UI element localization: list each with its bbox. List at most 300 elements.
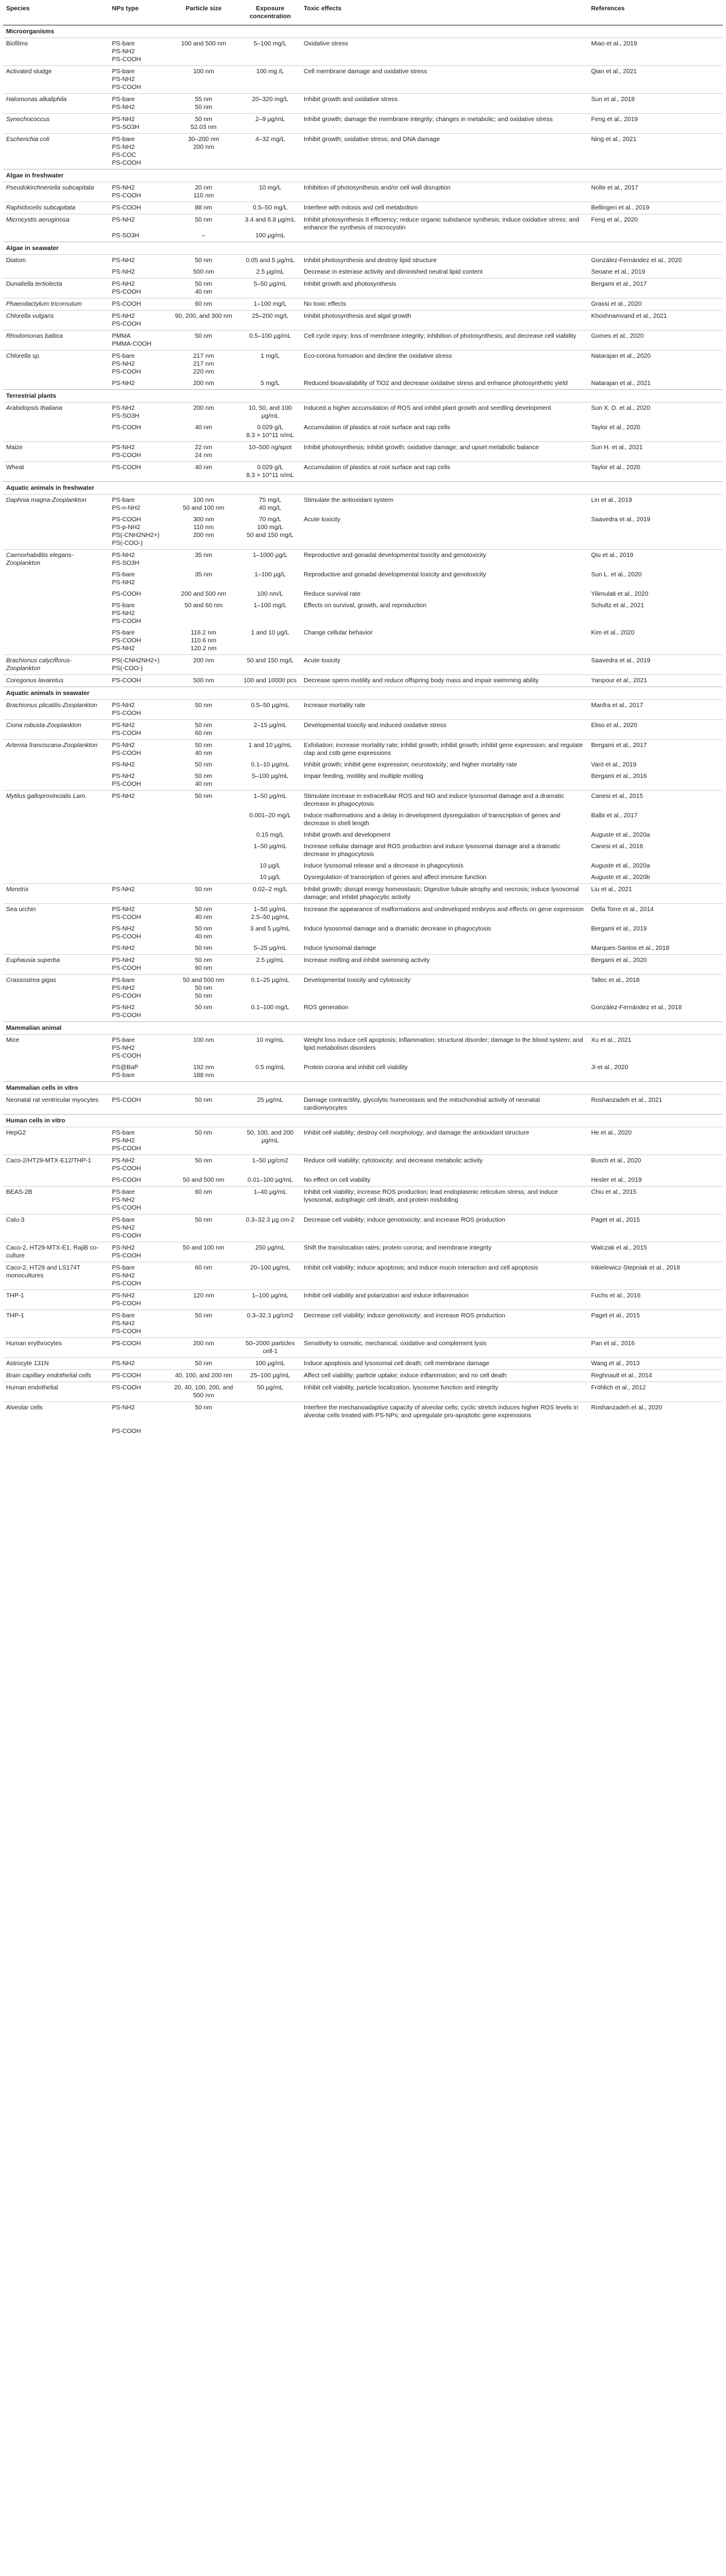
- species-cell: Astrocyte 131N: [3, 1358, 109, 1370]
- reference-cell: Liu et al., 2021: [588, 884, 723, 904]
- species-cell: [3, 422, 109, 442]
- toxic-effects-cell: Developmental toxicity and cytotoxicity: [301, 975, 588, 1003]
- table-row: [3, 266, 723, 278]
- particle-size-cell: 20 nm 110 nm: [168, 182, 240, 202]
- table-row: [3, 214, 723, 242]
- table-row: [3, 1358, 723, 1370]
- species-cell: Neonatal rat ventricular myocytes: [3, 1095, 109, 1115]
- exposure-cell: 0.1–100 mg/L: [251, 1004, 289, 1011]
- toxic-effects-cell: Accumulation of plastics at root surface and cap cells: [304, 424, 451, 431]
- toxic-effects-cell: Increase the appearance of malformations and undeveloped embryos and effects on gene expression: [301, 904, 588, 924]
- toxicity-table: [3, 0, 723, 1437]
- section-title: Algae in freshwater: [3, 170, 723, 182]
- np-type-cell: PS-NH2 PS-COOH: [109, 182, 168, 202]
- toxic-effects-cell: Eco-corona formation and decline the oxidative stress: [301, 351, 588, 378]
- species-cell: Alveolar cells: [3, 1402, 109, 1438]
- species-cell: Halomonas alkaliphila: [3, 94, 109, 114]
- toxic-effects-cell: Induce lysosomal damage: [304, 945, 376, 952]
- reference-cell: Wang et al., 2013: [588, 1358, 723, 1370]
- particle-size-cell: 200 nm: [168, 1338, 240, 1358]
- toxic-effects-cell: Oxidative stress: [301, 38, 588, 66]
- section-header-row: [3, 25, 723, 38]
- exposure-cell: 0.1–10 μg/mL: [250, 762, 290, 768]
- np-type-cell: PS-NH2 PS-COOH: [109, 278, 168, 298]
- section-header-row: [3, 1082, 723, 1095]
- particle-size-cell: 50 nm: [168, 331, 240, 351]
- np-type-cell: PS-NH2 PS-SO3H: [109, 114, 168, 134]
- exposure-cell: 4–32 mg/L: [240, 134, 301, 170]
- particle-size-cell: 50 nm: [168, 255, 240, 267]
- table-row: [3, 1062, 723, 1082]
- np-type-cell: PS-NH2 PS-COOH: [109, 720, 168, 740]
- toxic-effects-cell: Inhibit growth and photosynthesis: [301, 278, 588, 298]
- toxic-effects-cell: Inhibit growth; disrupt energy homeostasis; Digestive tubule atrophy and necrosis; induce lysosomal damage; and inhibit phagocytic activity: [301, 884, 588, 904]
- exposure-cell: 0.5–50 μg/mL: [240, 700, 301, 720]
- table-row: [3, 1155, 723, 1175]
- species-cell: Calu-3: [3, 1214, 109, 1242]
- reference-cell: Ji et al., 2020: [591, 1064, 629, 1071]
- exposure-cell: 5–50 μg/mL: [240, 278, 301, 298]
- exposure-cell: 0.3–32.3 μg/cm2: [240, 1310, 301, 1338]
- table-row: [3, 1402, 723, 1438]
- reference-cell: Saavedra et al., 2019: [588, 655, 723, 675]
- section-title: Microorganisms: [3, 25, 723, 38]
- np-type-cell: PS-NH2 PS-COOH: [109, 904, 168, 924]
- reference-cell: Paget et al., 2015: [588, 1214, 723, 1242]
- reference-cell: Lin et al., 2019: [588, 495, 723, 515]
- np-type-cell: PS-COOH: [109, 675, 168, 687]
- particle-size-cell: [168, 872, 240, 884]
- exposure-cell: 1 mg/L: [240, 351, 301, 378]
- particle-size-cell: 55 nm 50 nm: [168, 94, 240, 114]
- particle-size-cell: 120 nm: [168, 1290, 240, 1310]
- particle-size-cell: 30–200 nm 200 nm: [168, 134, 240, 170]
- reference-cell: Nolte et al., 2017: [588, 182, 723, 202]
- toxic-effects-cell: Exfoliation; increase mortality rate; inhibit growth; inhibit growth; inhibit gene expression; and regulate clap and cstb gene expressions: [301, 740, 588, 760]
- particle-size-cell: 217 nm 217 nm 220 nm: [168, 351, 240, 378]
- table-row: [3, 1095, 723, 1115]
- reference-cell: Grassi et al., 2020: [588, 298, 723, 311]
- table-row: [3, 311, 723, 331]
- table-row: [3, 462, 723, 482]
- np-type-cell: PS-bare PS-NH2 PS-COOH: [109, 66, 168, 94]
- species-cell: [3, 943, 109, 955]
- species-cell: Coregonus lavaretus: [3, 675, 109, 687]
- toxic-effects-cell: Increase cellular damage and ROS production and induce lysosomal damage and a dramatic decrease in phagocytosis: [304, 843, 561, 858]
- np-type-cell: PS-bare PS-n-NH2: [109, 495, 168, 515]
- toxic-effects-cell: No toxic effects: [301, 298, 588, 311]
- table-row: [3, 860, 723, 872]
- np-type-cell: PS-bare PS-NH2 PS-COOH: [109, 1262, 168, 1290]
- reference-cell: Gomes et al., 2020: [588, 331, 723, 351]
- np-type-cell: PS-NH2 PS-COOH: [112, 1004, 142, 1019]
- particle-size-cell: 500 nm: [168, 675, 240, 687]
- species-cell: Raphidocelis subcapitata: [3, 202, 109, 214]
- exposure-cell: 1–50 μg/mL: [253, 843, 287, 850]
- exposure-cell: 10, 50, and 100 μg/mL: [240, 403, 301, 423]
- exposure-cell: 1–50 μg/mL 2.5–50 μg/mL: [240, 904, 301, 924]
- particle-size-cell: 50 nm: [195, 762, 212, 768]
- species-cell: Caco-2, HT29-MTX-E1, RajiB co-culture: [3, 1242, 109, 1262]
- particle-size-cell: 100 nm: [168, 1035, 240, 1062]
- particle-size-cell: 100 and 500 nm: [168, 38, 240, 66]
- particle-size-cell: [168, 841, 240, 860]
- toxic-effects-cell: Damage contractility, glycolytic homeostasis and the mitochondrial activity of neonatal cardiomyocytes: [301, 1095, 588, 1115]
- particle-size-cell: 50 nm: [168, 1358, 240, 1370]
- toxic-effects-cell: Interfere with mitosis and cell metabolism: [301, 202, 588, 214]
- np-type-cell: PS-NH2 PS-COOH: [109, 955, 168, 975]
- species-cell: [3, 923, 109, 943]
- reference-cell: Manfra et al., 2017: [588, 700, 723, 720]
- table-row: [3, 66, 723, 94]
- table-row: [3, 278, 723, 298]
- exposure-cell: 100 mg /L: [240, 66, 301, 94]
- np-type-cell: PS-bare PS-NH2 PS-COOH: [109, 1214, 168, 1242]
- particle-size-cell: 500 nm: [193, 269, 214, 275]
- table-row: [3, 1214, 723, 1242]
- table-row: [3, 1382, 723, 1402]
- reference-cell: Kim et al., 2020: [591, 630, 635, 636]
- species-cell: THP-1: [3, 1310, 109, 1338]
- reference-cell: Eliso et al., 2020: [588, 720, 723, 740]
- particle-size-cell: [168, 810, 240, 829]
- particle-size-cell: 60 nm: [168, 1262, 240, 1290]
- section-header-row: [3, 687, 723, 700]
- reference-cell: Bergami et al., 2020: [588, 955, 723, 975]
- np-type-cell: PS-NH2: [112, 945, 135, 952]
- table-row: [3, 759, 723, 771]
- np-type-cell: PS-bare PS-COOH PS-NH2: [112, 630, 142, 652]
- species-cell: Chlorella sp.: [3, 351, 109, 378]
- exposure-cell: 5–100 μg/mL: [252, 773, 289, 780]
- particle-size-cell: 200 nm: [168, 403, 240, 423]
- table-row: [3, 791, 723, 811]
- species-cell: [3, 771, 109, 791]
- species-cell: Activated sludge: [3, 66, 109, 94]
- reference-cell: González-Fernández et al., 2020: [588, 255, 723, 267]
- toxic-effects-cell: Reduce cell viability; cytotoxicity; and decrease metabolic activity: [301, 1155, 588, 1175]
- toxic-effects-cell: Protein corona and inhibit cell viability: [304, 1064, 408, 1071]
- np-type-cell: PMMA PMMA-COOH: [109, 331, 168, 351]
- species-cell: Microcystis aeruginosa: [3, 214, 109, 242]
- species-cell: [3, 627, 109, 655]
- reference-cell: Seoane et al., 2019: [591, 269, 646, 275]
- particle-size-cell: 40 nm: [195, 424, 212, 431]
- species-cell: [3, 759, 109, 771]
- table-row: [3, 1242, 723, 1262]
- exposure-cell: 25–200 mg/L: [240, 311, 301, 331]
- species-cell: Ciona robusta-Zooplankton: [3, 720, 109, 740]
- particle-size-cell: 60 nm: [168, 298, 240, 311]
- particle-size-cell: 50 nm: [168, 1095, 240, 1115]
- particle-size-cell: 88 nm: [168, 202, 240, 214]
- section-header-row: [3, 390, 723, 403]
- species-cell: Diatom: [3, 255, 109, 267]
- particle-size-cell: 116.2 nm 110.6 nm 120.2 nm: [191, 630, 217, 652]
- particle-size-cell: 192 nm 188 nm: [193, 1064, 214, 1079]
- table-row: [3, 740, 723, 760]
- table-row: [3, 550, 723, 570]
- table-row: [3, 872, 723, 884]
- toxic-effects-cell: Induce malformations and a delay in development dysregulation of transcription of genes and decrease in shell length: [304, 812, 561, 827]
- section-header-row: [3, 1115, 723, 1127]
- particle-size-cell: 50 nm 40 nm: [195, 926, 212, 940]
- col-header-particle-size: Particle size: [168, 0, 240, 25]
- exposure-cell: 1–100 mg/L: [253, 602, 287, 609]
- toxic-effects-cell: Acute toxicity: [304, 516, 341, 523]
- species-cell: Rhodomonas baltica: [3, 331, 109, 351]
- section-title: Terrestrial plants: [3, 390, 723, 403]
- exposure-cell: 10 μg/L: [260, 863, 281, 869]
- reference-cell: Khoshnamvand et al., 2021: [588, 311, 723, 331]
- table-row: [3, 1174, 723, 1187]
- exposure-cell: [240, 1402, 301, 1438]
- reference-cell: Sun et al., 2018: [588, 94, 723, 114]
- species-cell: Brachionus calyciflorus-Zooplankton: [3, 655, 109, 675]
- toxic-effects-cell: Developmental toxicity and induced oxidative stress: [301, 720, 588, 740]
- np-type-cell: PS-bare PS-NH2 PS-COOH: [112, 602, 142, 625]
- toxic-effects-cell: Induce apoptosis and lysosomal cell death; cell membrane damage: [301, 1358, 588, 1370]
- reference-cell: Busch et al., 2020: [588, 1155, 723, 1175]
- table-row: [3, 700, 723, 720]
- exposure-cell: 100 μg/mL: [240, 1358, 301, 1370]
- table-row: [3, 627, 723, 655]
- section-title: Algae in seawater: [3, 242, 723, 255]
- table-row: [3, 975, 723, 1003]
- toxic-effects-cell: No effect on cell viability: [304, 1177, 371, 1184]
- table-row: [3, 351, 723, 378]
- exposure-cell: 25–100 μg/mL: [240, 1370, 301, 1382]
- species-cell: HepG2: [3, 1127, 109, 1155]
- exposure-cell: 0.02–2 mg/L: [240, 884, 301, 904]
- species-cell: Brachionus plicatilis-Zooplankton: [3, 700, 109, 720]
- np-type-cell: PS-NH2: [109, 884, 168, 904]
- np-type-cell: PS-bare PS-NH2 PS-COC PS-COOH: [109, 134, 168, 170]
- toxic-effects-cell: Effects on survival, growth, and reproduction: [304, 602, 427, 609]
- toxic-effects-cell: Increase mortality rate: [301, 700, 588, 720]
- toxic-effects-cell: Inhibit photosynthesis II efficiency; reduce organic substance synthesis; induce oxidative stress; and enhance the synthesis of microcystin: [301, 214, 588, 242]
- reference-cell: Hesler et al., 2019: [591, 1177, 642, 1184]
- col-header-np-type: NPs type: [109, 0, 168, 25]
- exposure-cell: 20–320 mg/L: [240, 94, 301, 114]
- table-row: [3, 1035, 723, 1062]
- table-row: [3, 720, 723, 740]
- particle-size-cell: 200 and 500 nm: [181, 591, 226, 598]
- toxic-effects-cell: Shift the translocation rates; protein corona; and membrane integrity: [301, 1242, 588, 1262]
- table-row: [3, 655, 723, 675]
- reference-cell: Feng et al., 2019: [588, 114, 723, 134]
- species-cell: [3, 514, 109, 550]
- particle-size-cell: 300 nm 110 nm 200 nm: [193, 516, 214, 539]
- exposure-cell: 250 μg/mL: [240, 1242, 301, 1262]
- particle-size-cell: 50 nm: [168, 1310, 240, 1338]
- exposure-cell: 100 nm/L: [257, 591, 283, 598]
- reference-cell: Taylor et al., 2020: [588, 462, 723, 482]
- exposure-cell: 1–1000 μg/L: [240, 550, 301, 570]
- np-type-cell: [109, 860, 168, 872]
- reference-cell: Feng et al., 2020: [588, 214, 723, 242]
- reference-cell: Natarajan et al., 2020: [588, 351, 723, 378]
- table-row: [3, 600, 723, 627]
- reference-cell: Walczak et al., 2015: [588, 1242, 723, 1262]
- np-type-cell: PS-COOH: [112, 591, 142, 598]
- exposure-cell: 20–100 μg/mL: [240, 1262, 301, 1290]
- section-title: Aquatic animals in seawater: [3, 687, 723, 700]
- np-type-cell: PS-COOH: [109, 462, 168, 482]
- table-row: [3, 588, 723, 600]
- exposure-cell: 1–100 μg/mL: [240, 1290, 301, 1310]
- particle-size-cell: 50 nm 40 nm: [168, 740, 240, 760]
- col-header-references: References: [588, 0, 723, 25]
- toxic-effects-cell: Stimulate the antioxidant system: [301, 495, 588, 515]
- exposure-cell: 50, 100, and 200 μg/mL: [240, 1127, 301, 1155]
- toxic-effects-cell: Decrease in esterase activity and diminished neutral lipid content: [304, 269, 483, 275]
- table-row: [3, 1310, 723, 1338]
- np-type-cell: [109, 872, 168, 884]
- reference-cell: Sun L. et al., 2020: [591, 572, 642, 578]
- reference-cell: He et al., 2020: [588, 1127, 723, 1155]
- exposure-cell: 10–500 ng/spot: [240, 442, 301, 462]
- toxic-effects-cell: Interfere the mechanoadaptive capacity of alveolar cells; cyclic stretch induces higher ROS levels in alveolar cells treated with PS-NPs; and upregulate pro-apoptotic gene expressions: [301, 1402, 588, 1438]
- particle-size-cell: 200 nm: [193, 380, 214, 387]
- toxic-effects-cell: Inhibition of photosynthesis and/or cell wall disruption: [301, 182, 588, 202]
- particle-size-cell: 40, 100, and 200 nm: [168, 1370, 240, 1382]
- np-type-cell: PS@BaP PS-bare: [112, 1064, 139, 1079]
- exposure-cell: 75 mg/L 40 mg/L: [240, 495, 301, 515]
- toxic-effects-cell: Cell membrane damage and oxidative stress: [301, 66, 588, 94]
- particle-size-cell: 50 nm: [168, 700, 240, 720]
- toxic-effects-cell: Inhibit growth and oxidative stress: [301, 94, 588, 114]
- exposure-cell: 0.05 and 5 μg/mL: [240, 255, 301, 267]
- table-row: [3, 514, 723, 550]
- np-type-cell: PS-NH2 PS-SO3H: [109, 403, 168, 423]
- section-title: Human cells in vitro: [3, 1115, 723, 1127]
- exposure-cell: 70 mg/L 100 mg/L 50 and 150 mg/L: [246, 516, 294, 539]
- exposure-cell: 50 μg/mL: [240, 1382, 301, 1402]
- species-cell: Synechococcus: [3, 114, 109, 134]
- toxic-effects-cell: Inhibit cell viability; induce apoptosis; and induce mucin interaction and cell apoptosis: [301, 1262, 588, 1290]
- exposure-cell: 0.029 g/L 8.3 × 10^11 n/mL: [246, 424, 294, 439]
- table-row: [3, 1262, 723, 1290]
- exposure-cell: 50 and 150 mg/L: [240, 655, 301, 675]
- exposure-cell: 2–9 μg/mL: [240, 114, 301, 134]
- toxic-effects-cell: Induce lysosomal release and a decrease in phagocytosis: [304, 863, 463, 869]
- table-row: [3, 810, 723, 829]
- table-row: [3, 378, 723, 390]
- table-row: [3, 94, 723, 114]
- exposure-cell: 3 and 5 μg/mL: [250, 926, 290, 932]
- table-row: [3, 569, 723, 588]
- reference-cell: Yilimulati et al., 2020: [591, 591, 649, 598]
- reference-cell: Della Torre et al., 2014: [588, 904, 723, 924]
- particle-size-cell: 50 and 500 nm: [183, 1177, 224, 1184]
- species-cell: [3, 266, 109, 278]
- table-row: [3, 955, 723, 975]
- particle-size-cell: 35 nm: [168, 550, 240, 570]
- toxic-effects-cell: Inhibit growth and development: [304, 832, 391, 838]
- reference-cell: Auguste et al., 2020b: [591, 874, 650, 881]
- species-cell: [3, 841, 109, 860]
- table-row: [3, 134, 723, 170]
- particle-size-cell: [168, 860, 240, 872]
- table-body: [3, 25, 723, 1438]
- table-row: [3, 298, 723, 311]
- toxic-effects-cell: Impair feeding, motility and multiple molting: [304, 773, 424, 780]
- particle-size-cell: 50 nm 60 nm: [168, 720, 240, 740]
- species-cell: Chlorella vulgaris: [3, 311, 109, 331]
- table-row: [3, 904, 723, 924]
- species-cell: BEAS-2B: [3, 1187, 109, 1214]
- reference-cell: Fröhlich et al., 2012: [588, 1382, 723, 1402]
- particle-size-cell: 50 and 60 nm: [185, 602, 223, 609]
- exposure-cell: 1–50 μg/cm2: [240, 1155, 301, 1175]
- species-cell: Sea urchin: [3, 904, 109, 924]
- particle-size-cell: 60 nm: [168, 1187, 240, 1214]
- exposure-cell: 5 mg/L: [260, 380, 280, 387]
- table-row: [3, 1370, 723, 1382]
- species-cell: Phaeodactylum tricornutum: [3, 298, 109, 311]
- toxic-effects-cell: Inhibit photosynthesis and destroy lipid structure: [301, 255, 588, 267]
- reference-cell: Saavedra et al., 2019: [591, 516, 650, 523]
- particle-size-cell: 50 nm: [195, 1004, 212, 1011]
- table-row: [3, 38, 723, 66]
- reference-cell: Xu et al., 2021: [588, 1035, 723, 1062]
- exposure-cell: 50–2000 particles cell-1: [240, 1338, 301, 1358]
- exposure-cell: 0.5–50 mg/L: [240, 202, 301, 214]
- reference-cell: Bergami et al., 2016: [591, 773, 647, 780]
- species-cell: [3, 860, 109, 872]
- exposure-cell: 3.4 and 6.8 μg/mL 100 μg/mL: [240, 214, 301, 242]
- np-type-cell: [109, 829, 168, 841]
- table-row: [3, 202, 723, 214]
- reference-cell: Sun X. D. et al., 2020: [588, 403, 723, 423]
- toxic-effects-cell: Weight loss induce cell apoptosis; inflammation; structural disorder; damage to the blood system; and lipid metabolism disorders: [301, 1035, 588, 1062]
- table-row: [3, 1187, 723, 1214]
- np-type-cell: [109, 841, 168, 860]
- np-type-cell: PS-NH2: [112, 269, 135, 275]
- exposure-cell: 2.5 μg/mL: [240, 955, 301, 975]
- col-header-species: Species: [3, 0, 109, 25]
- table-header-row: [3, 0, 723, 25]
- np-type-cell: PS-NH2: [109, 1358, 168, 1370]
- toxic-effects-cell: Change cellular behavior: [304, 630, 373, 636]
- reference-cell: Auguste et al., 2020a: [591, 863, 650, 869]
- reference-cell: Ning et al., 2021: [588, 134, 723, 170]
- species-cell: [3, 1174, 109, 1187]
- np-type-cell: PS-NH2 PS-COOH: [109, 1290, 168, 1310]
- section-title: Mammalian cells in vitro: [3, 1082, 723, 1095]
- toxic-effects-cell: Reproductive and gonadal developmental toxicity and genotoxicity: [304, 572, 486, 578]
- exposure-cell: 1 and 10 μg/mL: [240, 740, 301, 760]
- exposure-cell: 1–100 μg/L: [254, 572, 286, 578]
- table-row: [3, 923, 723, 943]
- reference-cell: Pan et al., 2016: [588, 1338, 723, 1358]
- np-type-cell: PS-NH2 PS-COOH: [109, 700, 168, 720]
- species-cell: Caco-2/HT29-MTX-E12/THP-1: [3, 1155, 109, 1175]
- toxic-effects-cell: Inhibit growth; damage the membrane integrity; changes in metabolic; and oxidative stress: [301, 114, 588, 134]
- particle-size-cell: 50 nm 40 nm: [195, 773, 212, 788]
- toxic-effects-cell: Stimulate increase in extracellular ROS and NO and induce lysosomal damage and a dramatic decrease in phagocytosis: [301, 791, 588, 811]
- toxic-effects-cell: Reduced bioavailability of TiO2 and decrease oxidative stress and enhance photosynthetic yield: [304, 380, 568, 387]
- reference-cell: Tallec et al., 2018: [588, 975, 723, 1003]
- np-type-cell: PS-NH2 PS-SO3H: [109, 214, 168, 242]
- exposure-cell: 5–25 μg/mL: [253, 945, 287, 952]
- species-cell: Escherichia coli: [3, 134, 109, 170]
- reference-cell: Varó et al., 2019: [591, 762, 636, 768]
- np-type-cell: PS-NH2: [109, 255, 168, 267]
- reference-cell: Bergami et al., 2017: [588, 278, 723, 298]
- exposure-cell: 5–100 mg/L: [240, 38, 301, 66]
